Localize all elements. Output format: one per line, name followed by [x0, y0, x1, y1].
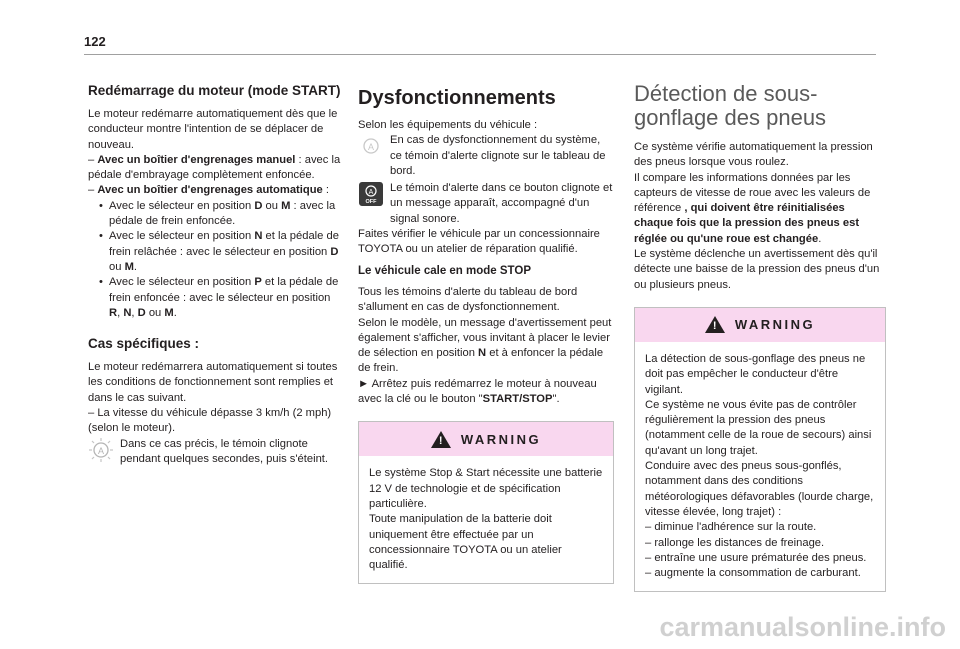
page-number: 122	[84, 34, 106, 49]
warning-box-tyres	[634, 307, 886, 592]
tyre-p1: Ce système vérifie automatiquement la pression des pneus lorsque vous roulez.	[634, 141, 873, 169]
warning-header	[359, 422, 613, 456]
warning-label: WARNING	[460, 431, 542, 447]
svg-text:A: A	[97, 445, 105, 456]
cases-text: Le moteur redémarrera automatiquement si toutes les conditions de fonctionnement sont remplies et dans le cas suivant.	[88, 361, 338, 404]
section-title-restart: Redémarrage du moteur (mode START)	[88, 83, 341, 98]
warning-triangle-icon: !	[431, 431, 451, 448]
blinking-indicator-text: Dans ce cas précis, le témoin clignote pendant quelques secondes, puis s'éteint.	[120, 437, 329, 465]
stall-p2: Selon le modèle, un message d'avertissement peut également s'afficher, vous invitant à placer le levier de sélection en position N et à enfoncer la pédale de frein.	[358, 316, 612, 375]
warning-triangle-icon: !	[705, 316, 725, 333]
column-restart	[88, 82, 344, 467]
section-title-tyre-detection: Détection de sous-gonflage des pneus	[634, 81, 827, 130]
svg-text:A: A	[367, 142, 375, 153]
stall-p3: ► Arrêtez puis redémarrez le moteur à nouveau avec la clé ou le bouton "START/STOP".	[358, 377, 597, 406]
auto-stop-blinking-icon	[88, 437, 114, 463]
top-divider	[84, 54, 876, 55]
tyre-p3: Le système déclenche un avertissement dès qu'il détecte une baisse de la pression des pneus d'un ou plusieurs pneus.	[634, 248, 880, 291]
warning-w2: Ce système ne vous évite pas de contrôler régulièrement la pression des pneus (notamment celle de la roue de secours) ainsi qu'avant un long trajet.	[645, 398, 872, 457]
warning-light-text: En cas de dysfonctionnement du système, ce témoin d'alerte clignote sur le tableau de bord.	[390, 134, 606, 177]
blinking-indicator-row	[88, 437, 344, 468]
off-button-row	[358, 181, 614, 227]
malfunctions-advice: Faites vérifier le véhicule par un concessionnaire TOYOTA ou un atelier de réparation qualifié.	[358, 228, 600, 256]
list-item: – diminue l'adhérence sur la route.	[645, 521, 817, 534]
list-item: • Avec le sélecteur en position N et la pédale de frein relâchée : avec le sélecteur en position D ou M.	[99, 229, 344, 275]
malfunctions-intro: Selon les équipements du véhicule :	[358, 119, 538, 131]
stall-p1: Tous les témoins d'alerte du tableau de bord s'allument en cas de dysfonctionnement.	[358, 285, 578, 314]
warning-box-battery	[358, 421, 614, 584]
list-item: – entraîne une usure prématurée des pneus.	[645, 551, 867, 564]
list-item: – rallonge les distances de freinage.	[645, 536, 825, 549]
column-tyre-detection	[634, 82, 886, 592]
list-item: • Avec le sélecteur en position P et la pédale de frein enfoncée : avec le sélecteur en position R, N, D ou M.	[99, 275, 344, 321]
list-item: – augmente la consommation de carburant.	[645, 567, 861, 580]
manual-gearbox-item: – Avec un boîtier d'engrenages manuel : avec la pédale d'embrayage complètement enfoncée.	[88, 153, 341, 182]
svg-text:A: A	[368, 189, 374, 197]
auto-stop-warning-light-icon	[358, 133, 384, 159]
restart-intro: Le moteur redémarre automatiquement dès que le conducteur montre l'intention de se déplacer de nouveau.	[88, 108, 338, 151]
list-item: • Avec le sélecteur en position D ou M : avec la pédale de frein enfoncée.	[99, 199, 344, 230]
warning-w3: Conduire avec des pneus sous-gonflés, notamment dans des conditions météorologiques défavorables (lourde charge, vitesse élevée, long trajet) :	[645, 460, 874, 518]
warning-text: Le système Stop & Start nécessite une batterie 12 V de technologie et de spécification particulière. Toute manipulation de la batterie doit uniquement être effectuée par un concessionnaire TOYOTA ou un atelier qualifié.	[369, 467, 603, 572]
column-malfunctions	[358, 82, 614, 584]
section-title-specific-cases: Cas spécifiques :	[88, 336, 200, 352]
watermark: carmanualsonline.info	[659, 612, 946, 642]
auto-conditions-list	[88, 199, 344, 321]
svg-text:OFF: OFF	[365, 199, 377, 206]
auto-stop-off-button-icon	[358, 181, 384, 207]
cases-item: – La vitesse du véhicule dépasse 3 km/h (2 mph) (selon le moteur).	[88, 407, 332, 435]
warning-w1: La détection de sous-gonflage des pneus ne doit pas empêcher le conducteur d'être vigilant.	[645, 352, 866, 396]
stall-subtitle: Le véhicule cale en mode STOP	[358, 264, 531, 277]
warning-label: WARNING	[734, 317, 816, 333]
warning-header	[635, 308, 885, 342]
tyre-p2: Il compare les informations données par les capteurs de vitesse de roue avec les valeurs de référence , qui doivent être réinitialisées chaque fois que la pression des pneus est réglée ou qu'une roue est changée.	[634, 171, 871, 245]
warning-light-row	[358, 133, 614, 179]
auto-gearbox-item: – Avec un boîtier d'engrenages automatique :	[88, 184, 329, 197]
off-button-text: Le témoin d'alerte dans ce bouton clignote et un message apparaît, accompagné d'un signal sonore.	[390, 182, 613, 225]
section-title-malfunctions: Dysfonctionnements	[358, 87, 556, 109]
warning-body	[635, 342, 885, 591]
